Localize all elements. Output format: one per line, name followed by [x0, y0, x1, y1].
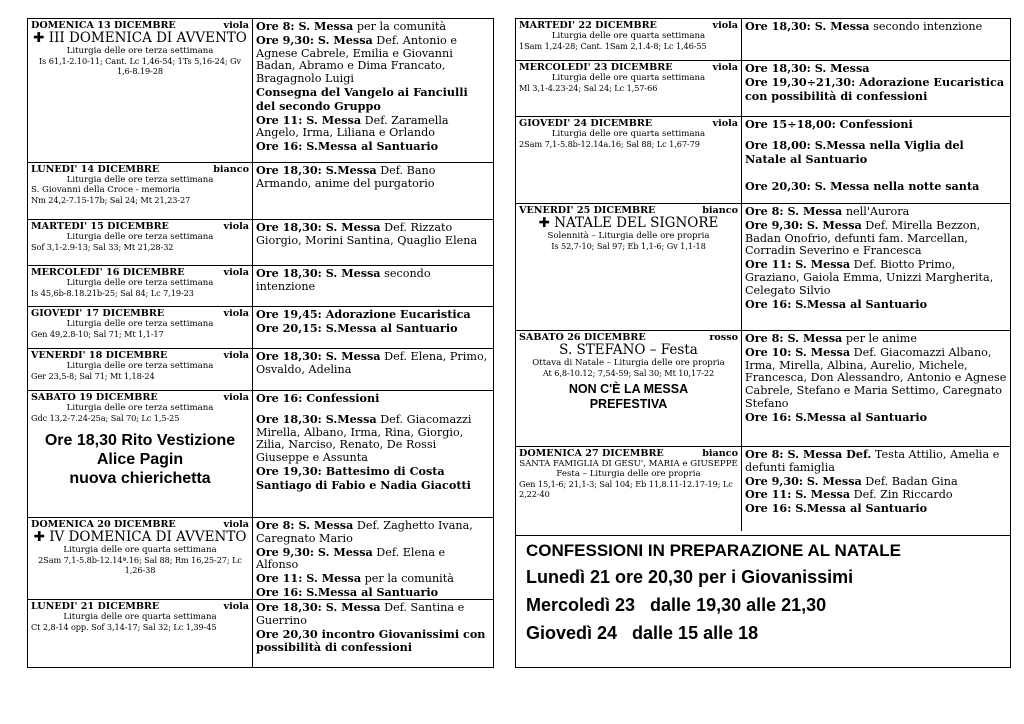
mass-label: S.Messa al Santuario: [302, 584, 439, 599]
mass-time: Ore 19,45: Adorazione Eucaristica: [256, 307, 471, 321]
liturgy-note: Liturgia delle ore quarta settimana: [551, 129, 706, 139]
mass-label: S. Messa: [321, 600, 381, 614]
mass-entry: [745, 332, 1007, 346]
mass-entry: [745, 20, 1007, 34]
mass-entry: [745, 448, 1007, 475]
day-block: [516, 447, 1010, 531]
mass-intention: nell'Aurora: [842, 205, 910, 218]
mass-intention: secondo intenzione: [869, 20, 983, 33]
liturgy-note: SANTA FAMIGLIA DI GESU', MARIA e GIUSEPPE: [519, 459, 738, 469]
mass-entry: [256, 519, 490, 546]
mass-entry: [256, 308, 490, 322]
mass-schedule: [742, 331, 1010, 446]
mass-intention: Def. Santina e Guerrino: [256, 601, 465, 627]
day-info: [28, 518, 253, 599]
mass-time: Ore 8:: [745, 204, 784, 218]
mass-label: S. Messa: [314, 32, 373, 47]
liturgy-note: Liturgia delle ore terza settimana: [66, 319, 214, 329]
mass-label: S. Messa: [810, 19, 870, 33]
day-block: [28, 391, 493, 518]
day-info: [28, 349, 253, 390]
mass-entry: [745, 488, 1007, 502]
liturgy-note: Liturgia delle ore terza settimana: [66, 361, 214, 371]
mass-time: Ore 16: Confessioni: [256, 391, 380, 405]
scripture-readings: At 6,8-10.12; 7,54-59; Sal 30; Mt 10,17-22: [542, 368, 715, 378]
day-header: [519, 118, 738, 129]
liturgy-note: Liturgia delle ore quarta settimana: [551, 31, 706, 41]
mass-label: S.Messa al Santuario: [791, 501, 928, 516]
mass-entry: [256, 572, 490, 586]
mass-intention: per la comunità: [361, 572, 454, 586]
day-date: GIOVEDI' 17 DICEMBRE: [31, 308, 165, 319]
day-block: [516, 19, 1010, 61]
mass-entry: [256, 586, 490, 599]
mass-time: Ore 11:: [745, 257, 792, 272]
mass-entry: [745, 411, 1007, 425]
day-info: [28, 266, 253, 306]
mass-entry: [256, 546, 490, 573]
feast-name: IV DOMENICA DI AVVENTO: [49, 529, 247, 545]
day-header: [519, 62, 738, 73]
mass-entry: [256, 267, 490, 294]
mass-time: Ore 20,15: S.Messa al Santuario: [256, 320, 458, 335]
mass-label: S. Messa: [803, 217, 862, 232]
scripture-readings: Sof 3,1-2.9-13; Sal 33; Mt 21,28-32: [31, 242, 174, 252]
mass-label: S. Messa: [294, 19, 354, 33]
special-note: nuova chierichetta: [69, 470, 211, 487]
day-date: LUNEDI' 14 DICEMBRE: [31, 164, 160, 175]
mass-time: Ore 18,30:: [256, 220, 322, 234]
feast-title: [519, 343, 738, 358]
mass-label: S. Messa: [321, 220, 381, 234]
scripture-readings: Nm 24,2-7.15-17b; Sal 24; Mt 21,23-27: [31, 195, 191, 205]
day-header: [31, 308, 249, 319]
day-info: [28, 220, 253, 265]
mass-label: S.Messa: [321, 411, 377, 426]
mass-entry: [256, 34, 490, 86]
day-info: [516, 61, 742, 116]
mass-label: S. Messa: [791, 487, 851, 502]
day-info: [28, 391, 253, 517]
mass-entry: [745, 180, 1007, 194]
saint-memorial: Festa – Liturgia delle ore propria: [556, 469, 701, 479]
mass-label: S. Messa: [314, 544, 373, 559]
mass-schedule: [742, 19, 1010, 60]
mass-intention: Def. Biotto Primo, Graziano, Gaiola Emma, Unizzi Margherita, Celegato Silvio: [745, 258, 994, 297]
day-block: [516, 331, 1010, 447]
mass-time: Ore 11:: [745, 487, 792, 502]
liturgical-color: viola: [712, 118, 738, 129]
confession-line: Giovedì 24 dalle 15 alle 18: [526, 623, 759, 643]
day-date: MERCOLEDI' 16 DICEMBRE: [31, 267, 185, 278]
mass-time: Ore 8:: [256, 518, 295, 532]
day-info: [516, 204, 742, 330]
mass-time: Ore 8:: [745, 331, 784, 345]
day-info: [516, 19, 742, 60]
liturgical-color: bianco: [213, 164, 249, 175]
liturgical-color: viola: [223, 221, 249, 232]
day-date: LUNEDI' 21 DICEMBRE: [31, 601, 160, 612]
mass-entry: [256, 392, 490, 406]
mass-entry: [745, 298, 1007, 312]
mass-time: Ore 9,30:: [745, 473, 804, 488]
liturgical-color: viola: [712, 20, 738, 31]
mass-entry: [256, 20, 490, 34]
liturgy-note: Liturgia delle ore terza settimana: [66, 403, 214, 413]
mass-intention: per le anime: [842, 332, 917, 345]
mass-time: Ore 16:: [256, 584, 303, 599]
scripture-readings: Is 45,6b-8.18.21b-25; Sal 84; Lc 7,19-23: [31, 288, 194, 298]
mass-label: S.Messa al Santuario: [791, 409, 928, 424]
day-info: [28, 307, 253, 348]
scripture-readings: Is 61,1-2.10-11; Cant. Lc 1,46-54; 1Ts 5,16-24; Gv 1,6-8.19-28: [39, 56, 241, 76]
day-info: [28, 163, 253, 219]
mass-entry: [256, 413, 490, 465]
mass-time: Ore 18,30: S. Messa: [745, 61, 870, 75]
mass-intention: Def. Bano Armando, anime del purgatorio: [256, 164, 436, 190]
mass-label: S. Messa: [302, 112, 362, 127]
special-note: Ore 18,30 Rito Vestizione: [44, 432, 236, 449]
day-date: SABATO 26 DICEMBRE: [519, 332, 646, 343]
feast-name: S. STEFANO – Festa: [559, 342, 698, 358]
day-header: [519, 20, 738, 31]
day-date: VENERDI' 18 DICEMBRE: [31, 350, 168, 361]
mass-entry: [745, 76, 1007, 104]
special-note: Alice Pagin: [96, 451, 184, 468]
mass-entry: [256, 628, 490, 656]
day-block: [28, 163, 493, 220]
mass-entry: [745, 258, 1007, 297]
scripture-readings: Ger 23,5-8; Sal 71; Mt 1,18-24: [31, 371, 155, 381]
mass-entry: [745, 502, 1007, 516]
liturgical-color: viola: [712, 62, 738, 73]
mass-entry: [256, 350, 490, 377]
mass-label: S. Messa: [302, 571, 362, 586]
day-block: [28, 19, 493, 163]
mass-schedule: [253, 600, 493, 668]
special-note: PREFESTIVA: [589, 397, 668, 411]
day-header: [31, 164, 249, 175]
mass-entry: [745, 205, 1007, 219]
mass-entry: [745, 118, 1007, 132]
mass-label: S. Messa: [321, 349, 381, 363]
mass-label: S. Messa Def.: [783, 447, 872, 461]
liturgy-note: Liturgia delle ore quarta settimana: [63, 612, 217, 622]
day-block: [28, 220, 493, 266]
mass-time: Ore 16:: [745, 296, 792, 311]
schedule-left-column: [27, 18, 494, 668]
liturgy-note: Liturgia delle ore quarta settimana: [551, 73, 706, 83]
mass-intention: Def. Elena e Alfonso: [256, 545, 446, 572]
liturgy-note: Liturgia delle ore terza settimana: [66, 278, 214, 288]
mass-entry: [745, 475, 1007, 489]
mass-time: Ore 18,30:: [745, 19, 811, 33]
confession-line: Lunedì 21 ore 20,30 per i Giovanissimi: [526, 567, 854, 587]
day-date: DOMENICA 20 DICEMBRE: [31, 519, 176, 530]
mass-intention: Def. Elena, Primo, Osvaldo, Adelina: [256, 350, 488, 376]
mass-label: S. Messa: [294, 518, 354, 532]
day-info: [516, 331, 742, 446]
day-block: [28, 349, 493, 391]
mass-entry: [256, 140, 490, 154]
mass-time: Ore 19,30: Battesimo di Costa Santiago di Fabio e Nadia Giacotti: [256, 463, 471, 492]
mass-intention: secondo intenzione: [256, 267, 431, 293]
mass-schedule: [253, 19, 493, 162]
mass-intention: Def. Rizzato Giorgio, Morini Santina, Quaglio Elena: [256, 221, 478, 247]
mass-time: Ore 9,30:: [256, 32, 315, 47]
mass-time: Ore 16:: [256, 139, 303, 154]
mass-label: S.Messa al Santuario: [791, 296, 928, 311]
mass-time: Ore 18,30:: [256, 349, 322, 363]
scripture-readings: 2Sam 7,1-5.8b-12.14ª.16; Sal 88; Rm 16,25-27; Lc 1,26-38: [38, 555, 242, 575]
mass-time: Ore 11:: [256, 112, 303, 127]
day-header: [31, 267, 249, 278]
liturgical-color: viola: [223, 267, 249, 278]
liturgy-note: Solennità – Liturgia delle ore propria: [547, 231, 710, 241]
mass-entry: [256, 601, 490, 628]
liturgical-color: viola: [223, 20, 249, 31]
scripture-readings: Gen 15,1-6; 21,1-3; Sal 104; Eb 11,8.11-12.17-19; Lc 2,22-40: [519, 479, 733, 499]
confession-box: [515, 535, 1011, 668]
cross-icon: ✚: [33, 529, 45, 545]
mass-time: Ore 15÷18,00: Confessioni: [745, 117, 913, 131]
day-info: [516, 117, 742, 203]
liturgy-note: Liturgia delle ore terza settimana: [66, 232, 214, 242]
mass-schedule: [253, 163, 493, 219]
mass-intention: Def. Giacomazzi Mirella, Albano, Irma, Rina, Giorgio, Zilia, Narciso, Renato, De Rossi Giuseppe e Assunta: [256, 412, 472, 465]
mass-schedule: [253, 391, 493, 517]
liturgy-note: Liturgia delle ore quarta settimana: [63, 545, 217, 555]
day-block: [28, 600, 493, 668]
feast-title: [519, 216, 738, 231]
scripture-readings: Gen 49,2.8-10; Sal 71; Mt 1,1-17: [31, 329, 164, 339]
mass-intention: Def. Zaghetto Ivana, Caregnato Mario: [256, 519, 473, 545]
mass-time: Ore 18,00: S.Messa nella Viglia del Natale al Santuario: [745, 137, 964, 166]
mass-time: Ore 9,30:: [745, 217, 804, 232]
day-date: MERCOLEDI' 23 DICEMBRE: [519, 62, 673, 73]
mass-schedule: [742, 61, 1010, 116]
liturgy-note: Liturgia delle ore terza settimana: [66, 46, 214, 56]
mass-time: Ore 16:: [745, 409, 792, 424]
liturgical-color: viola: [223, 392, 249, 403]
mass-intention: Testa Attilio, Amelia e defunti famiglia: [745, 448, 1000, 474]
mass-intention: per la comunità: [353, 20, 447, 33]
mass-time: Ore 11:: [256, 571, 303, 586]
mass-time: Ore 18,30:: [256, 266, 322, 280]
day-block: [28, 266, 493, 307]
special-note: NON C'È LA MESSA: [568, 382, 689, 396]
confession-title: CONFESSIONI IN PREPARAZIONE AL NATALE: [526, 541, 901, 560]
mass-intention: Def. Badan Gina: [861, 474, 958, 488]
mass-time: Consegna del Vangelo ai Fanciulli del secondo Gruppo: [256, 84, 468, 113]
mass-intention: Def. Zaramella Angelo, Irma, Liliana e Orlando: [256, 113, 449, 140]
day-date: DOMENICA 27 DICEMBRE: [519, 448, 664, 459]
liturgy-note: Liturgia delle ore terza settimana: [66, 175, 214, 185]
day-block: [28, 518, 493, 600]
scripture-readings: Ct 2,8-14 opp. Sof 3,14-17; Sal 32; Lc 1,39-45: [31, 622, 217, 632]
liturgical-color: viola: [223, 601, 249, 612]
feast-name: III DOMENICA DI AVVENTO: [48, 30, 247, 46]
day-date: VENERDI' 25 DICEMBRE: [519, 205, 656, 216]
day-date: GIOVEDI' 24 DICEMBRE: [519, 118, 653, 129]
mass-label: S. Messa: [321, 266, 381, 280]
mass-intention: Def. Mirella Bezzon, Badan Onofrio, defunti fam. Marcellan, Corradin Severino e Francesca: [745, 218, 981, 258]
mass-entry: [256, 465, 490, 493]
scripture-readings: 2Sam 7,1-5.8b-12.14a.16; Sal 88; Lc 1,67-79: [519, 139, 700, 149]
liturgical-color: bianco: [702, 448, 738, 459]
mass-entry: [745, 219, 1007, 258]
day-header: [31, 221, 249, 232]
mass-time: Ore 8:: [256, 19, 295, 33]
day-date: MARTEDI' 22 DICEMBRE: [519, 20, 657, 31]
mass-intention: Def. Giacomazzi Albano, Irma, Mirella, Albina, Aurelio, Michele, Francesca, Don Alessandro, Antonio e Agnese Cabrele, Stefano e Maria Settimo, Caregnato Stefano: [745, 345, 1007, 410]
day-header: [31, 350, 249, 361]
scripture-readings: Is 52,7-10; Sal 97; Eb 1,1-6; Gv 1,1-18: [551, 241, 706, 251]
mass-time: Ore 20,30: S. Messa nella notte santa: [745, 179, 980, 194]
mass-schedule: [253, 220, 493, 265]
mass-entry: [256, 322, 490, 336]
day-block: [516, 61, 1010, 117]
feast-title: [31, 530, 249, 545]
day-block: [28, 307, 493, 349]
liturgy-note: Ottava di Natale – Liturgia delle ore propria: [532, 358, 725, 368]
day-date: SABATO 19 DICEMBRE: [31, 392, 158, 403]
mass-time: Ore 9,30:: [256, 544, 315, 559]
day-date: DOMENICA 13 DICEMBRE: [31, 20, 176, 31]
mass-time: Ore 19,30÷21,30: Adorazione Eucaristica con possibilità di confessioni: [745, 74, 1005, 103]
mass-time: Ore 10:: [745, 344, 792, 359]
saint-memorial: S. Giovanni della Croce - memoria: [31, 185, 180, 195]
mass-schedule: [253, 266, 493, 306]
day-header: [519, 448, 738, 459]
liturgical-color: bianco: [702, 205, 738, 216]
liturgical-color: viola: [223, 350, 249, 361]
mass-intention: Def. Zin Riccardo: [850, 488, 953, 502]
cross-icon: ✚: [33, 30, 45, 46]
feast-name: NATALE DEL SIGNORE: [554, 215, 719, 231]
day-block: [516, 117, 1010, 204]
mass-time: Ore 18,30:: [256, 411, 322, 426]
scripture-readings: Gdc 13,2-7.24-25a; Sal 70; Lc 1,5-25: [31, 413, 180, 423]
mass-label: S.Messa al Santuario: [302, 139, 439, 154]
mass-entry: [256, 164, 490, 191]
day-header: [31, 601, 249, 612]
mass-label: S. Messa: [783, 204, 843, 218]
spacer: [745, 166, 1007, 173]
feast-title: [31, 31, 249, 46]
mass-label: S. Messa: [791, 344, 851, 359]
mass-time: Ore 18,30:: [256, 600, 322, 614]
scripture-readings: Ml 3,1-4.23-24; Sal 24; Lc 1,57-66: [519, 83, 658, 93]
mass-entry: [745, 346, 1007, 411]
mass-entry: [256, 221, 490, 248]
mass-schedule: [742, 447, 1010, 531]
day-header: [31, 392, 249, 403]
mass-time: Ore 8:: [745, 447, 784, 461]
mass-time: Ore 18,30:: [256, 163, 322, 177]
mass-label: S. Messa: [783, 331, 843, 345]
day-info: [28, 19, 253, 162]
scripture-readings: 1Sam 1,24-28; Cant. 1Sam 2,1.4-8; Lc 1,46-55: [519, 41, 707, 51]
mass-schedule: [253, 349, 493, 390]
mass-entry: [256, 114, 490, 141]
confession-line: Mercoledì 23 dalle 19,30 alle 21,30: [526, 595, 827, 615]
mass-schedule: [742, 204, 1010, 330]
cross-icon: ✚: [538, 215, 550, 231]
mass-schedule: [742, 117, 1010, 203]
day-info: [516, 447, 742, 531]
day-date: MARTEDI' 15 DICEMBRE: [31, 221, 169, 232]
liturgical-color: viola: [223, 519, 249, 530]
mass-entry: [745, 62, 1007, 76]
mass-schedule: [253, 518, 493, 599]
mass-label: S. Messa: [791, 257, 851, 272]
mass-label: S.Messa: [321, 163, 377, 177]
day-block: [516, 204, 1010, 331]
mass-schedule: [253, 307, 493, 348]
mass-time: Ore 20,30 incontro Giovanissimi con possibilità di confessioni: [256, 626, 486, 655]
liturgical-color: viola: [223, 308, 249, 319]
mass-entry: [745, 139, 1007, 167]
day-info: [28, 600, 253, 668]
liturgical-color: rosso: [709, 332, 738, 343]
mass-entry: [256, 86, 490, 114]
mass-label: S. Messa: [803, 473, 862, 488]
mass-time: Ore 16:: [745, 501, 792, 516]
mass-intention: Def. Antonio e Agnese Cabrele, Emilia e Giovanni Badan, Abramo e Dima Francato, Bragagnolo Luigi: [256, 33, 457, 86]
